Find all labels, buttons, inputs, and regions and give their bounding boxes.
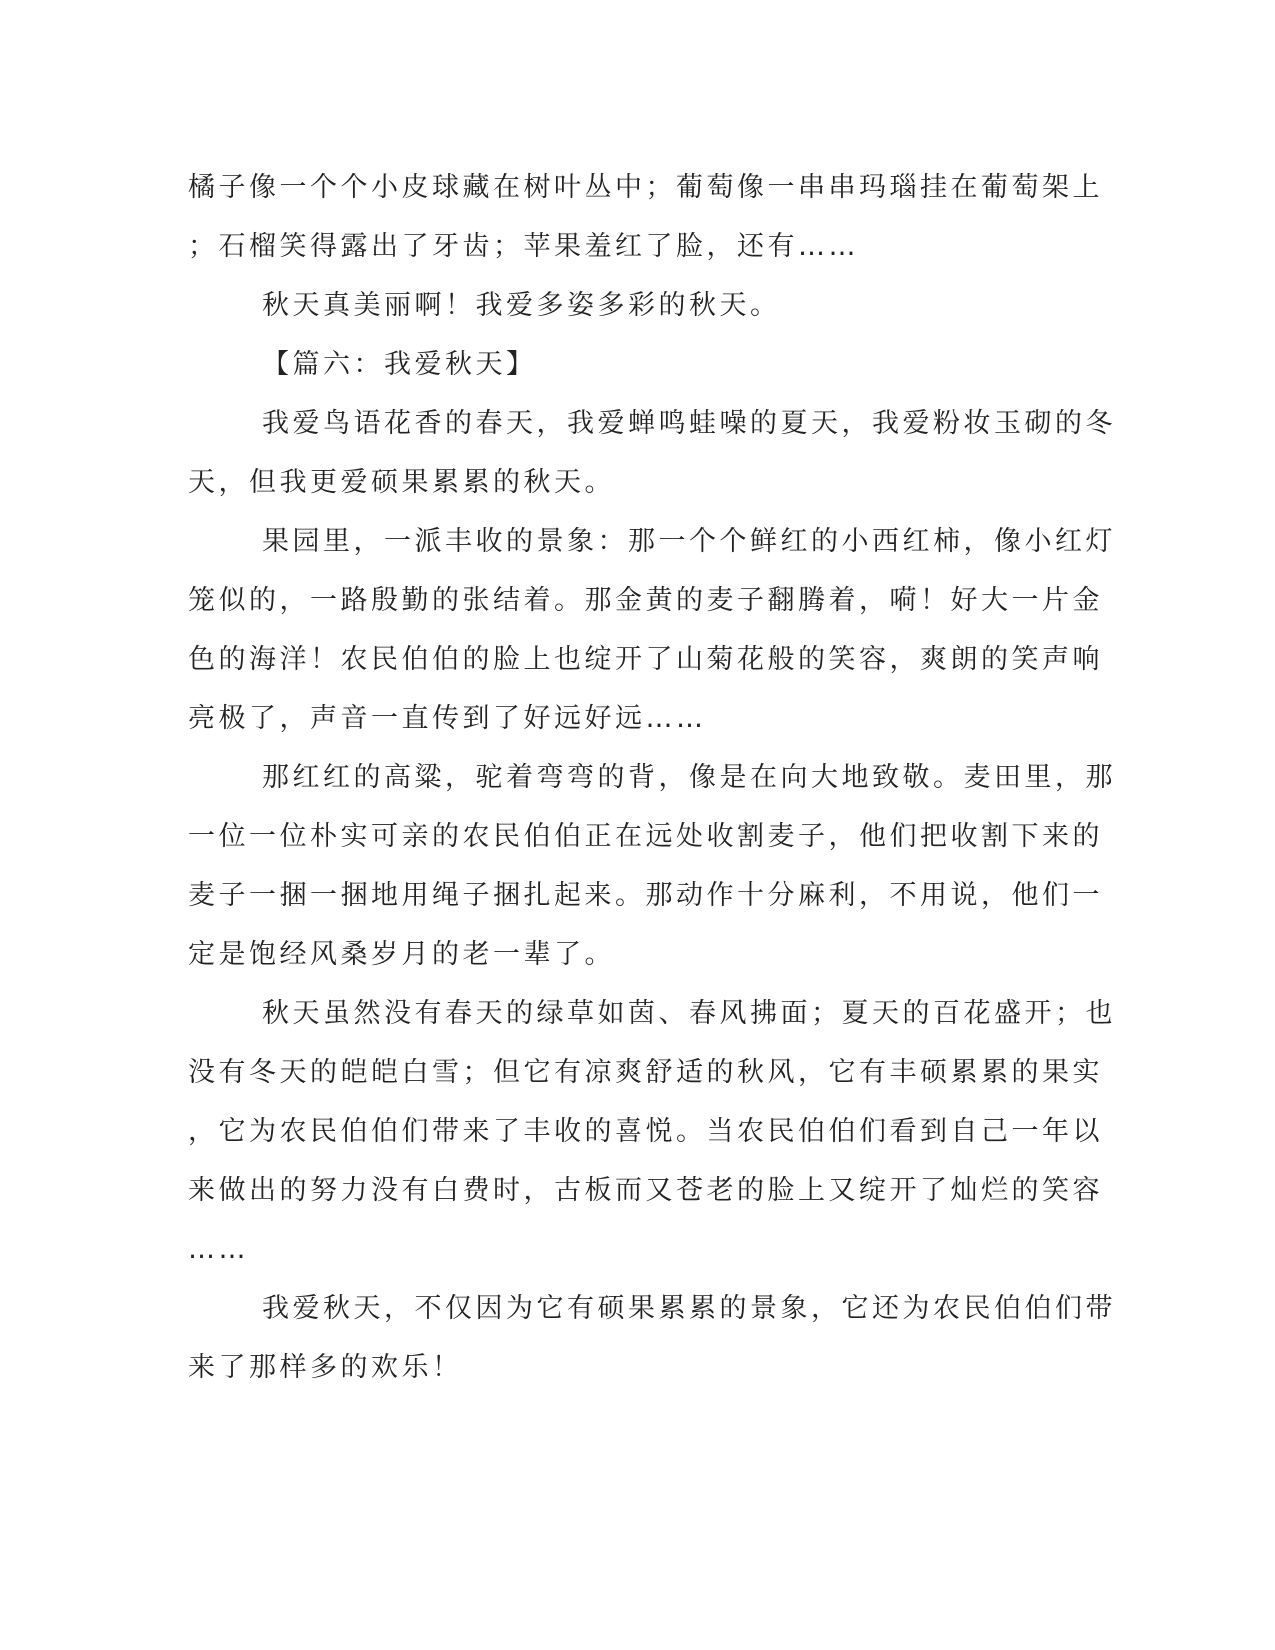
text-line-7: 果园里，一派丰收的景象：那一个个鲜红的小西红柿，像小红灯: [262, 526, 1116, 557]
text-line-16: 没有冬天的皑皑白雪；但它有凉爽舒适的秋风，它有丰硕累累的果实: [188, 1057, 1103, 1088]
text-line-1: 橘子像一个个小皮球藏在树叶丛中；葡萄像一串串玛瑙挂在葡萄架上: [188, 172, 1103, 203]
text-line-19: ……: [188, 1234, 249, 1265]
text-line-6: 天，但我更爱硕果累累的秋天。: [188, 467, 615, 498]
section-heading: 【篇六：我爱秋天】: [262, 349, 537, 380]
text-line-18: 来做出的努力没有白费时，古板而又苍老的脸上又绽开了灿烂的笑容: [188, 1175, 1103, 1206]
text-line-21: 来了那样多的欢乐！: [188, 1352, 463, 1383]
text-line-11: 那红红的高粱，驼着弯弯的背，像是在向大地致敬。麦田里，那: [262, 762, 1116, 793]
text-line-9: 色的海洋！农民伯伯的脸上也绽开了山菊花般的笑容，爽朗的笑声响: [188, 644, 1103, 675]
text-line-13: 麦子一捆一捆地用绳子捆扎起来。那动作十分麻利，不用说，他们一: [188, 880, 1103, 911]
text-line-12: 一位一位朴实可亲的农民伯伯正在远处收割麦子，他们把收割下来的: [188, 821, 1103, 852]
text-line-3: 秋天真美丽啊！我爱多姿多彩的秋天。: [262, 290, 781, 321]
text-line-15: 秋天虽然没有春天的绿草如茵、春风拂面；夏天的百花盛开；也: [262, 998, 1116, 1029]
text-line-8: 笼似的，一路殷勤的张结着。那金黄的麦子翻腾着，嗬！好大一片金: [188, 585, 1103, 616]
text-line-17: ，它为农民伯伯们带来了丰收的喜悦。当农民伯伯们看到自己一年以: [188, 1116, 1103, 1147]
text-line-10: 亮极了，声音一直传到了好远好远……: [188, 703, 707, 734]
text-line-20: 我爱秋天，不仅因为它有硕果累累的景象，它还为农民伯伯们带: [262, 1293, 1116, 1324]
text-line-14: 定是饱经风桑岁月的老一辈了。: [188, 939, 615, 970]
text-line-2: ；石榴笑得露出了牙齿；苹果羞红了脸，还有……: [188, 231, 859, 262]
text-line-5: 我爱鸟语花香的春天，我爱蝉鸣蛙噪的夏天，我爱粉妆玉砌的冬: [262, 408, 1116, 439]
